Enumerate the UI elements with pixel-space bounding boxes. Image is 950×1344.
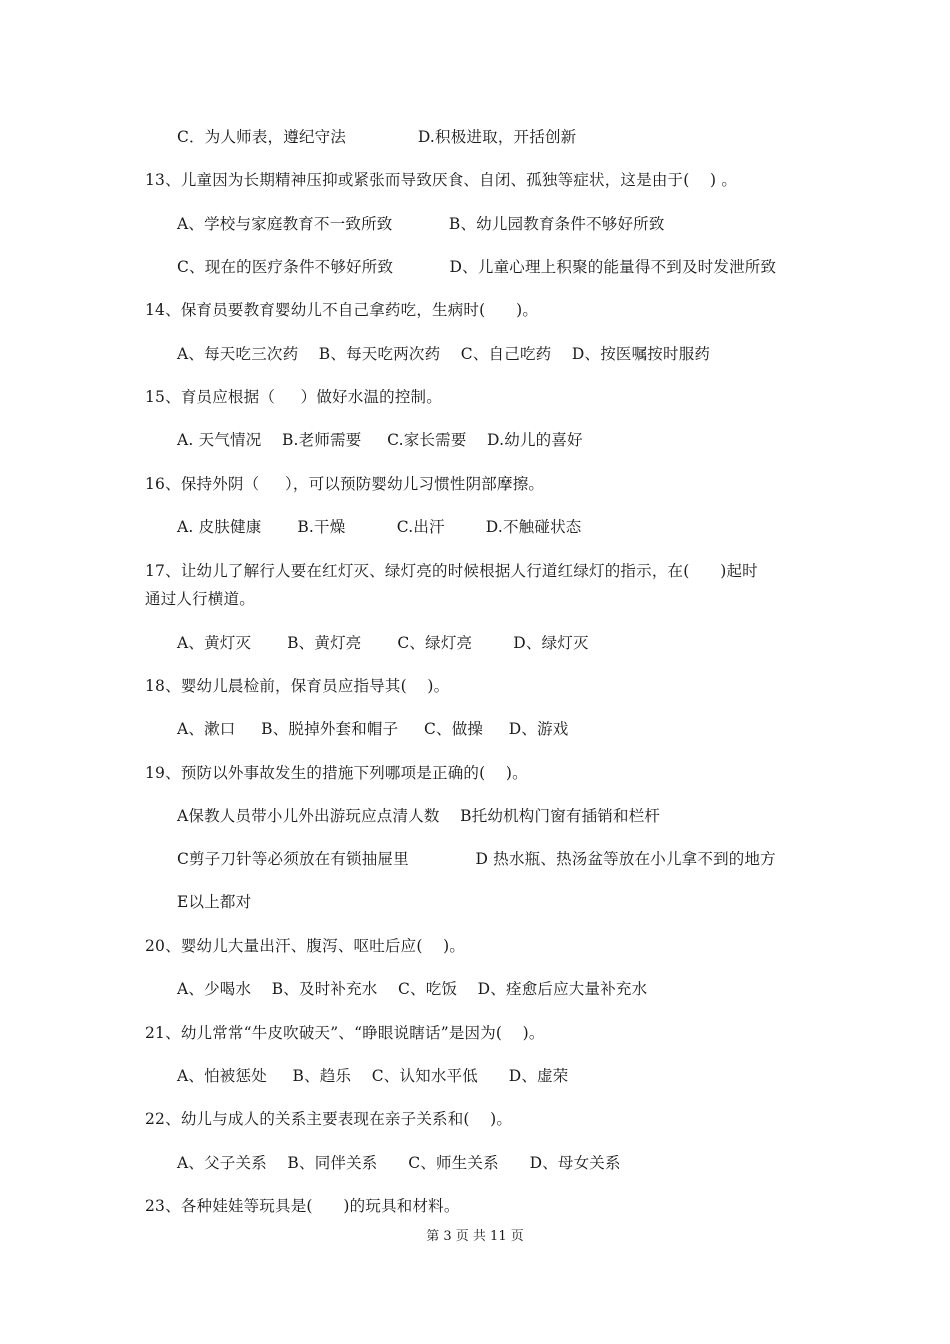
option-line: A、漱口 B、脱掉外套和帽子 C、做操 D、游戏 <box>177 720 569 738</box>
question-22: 22、幼儿与成人的关系主要表现在亲子关系和( )。 <box>145 1110 513 1128</box>
question-23: 23、各种娃娃等玩具是( )的玩具和材料。 <box>145 1197 460 1215</box>
option-line: C．为人师表，遵纪守法 D.积极进取，开括创新 <box>177 128 577 146</box>
question-17: 17、让幼儿了解行人要在红灯灭、绿灯亮的时候根据人行道红绿灯的指示，在( )起时 <box>145 562 758 580</box>
option-line: A. 天气情况 B.老师需要 C.家长需要 D.幼儿的喜好 <box>177 431 583 449</box>
page-footer: 第 3 页 共 11 页 <box>426 1229 524 1244</box>
option-line: C、现在的医疗条件不够好所致 D、儿童心理上积聚的能量得不到及时发泄所致 <box>177 258 777 276</box>
option-line: C剪子刀针等必须放在有锁抽屉里 D 热水瓶、热汤盆等放在小儿拿不到的地方 <box>177 850 776 868</box>
option-line: A、父子关系 B、同伴关系 C、师生关系 D、母女关系 <box>177 1154 621 1172</box>
option-line: A、少喝水 B、及时补充水 C、吃饭 D、痊愈后应大量补充水 <box>177 980 648 998</box>
question-18: 18、婴幼儿晨检前，保育员应指导其( )。 <box>145 677 450 695</box>
question-19: 19、预防以外事故发生的措施下列哪项是正确的( )。 <box>145 764 528 782</box>
option-line: A保教人员带小儿外出游玩应点清人数 B托幼机构门窗有插销和栏杆 <box>177 807 661 825</box>
question-20: 20、婴幼儿大量出汗、腹泻、呕吐后应( )。 <box>145 937 466 955</box>
option-line: A、每天吃三次药 B、每天吃两次药 C、自己吃药 D、按医嘱按时服药 <box>177 345 711 363</box>
question-14: 14、保育员要教育婴幼儿不自己拿药吃，生病时( )。 <box>145 301 539 319</box>
question-13: 13、儿童因为长期精神压抑或紧张而导致厌食、自闭、孤独等症状，这是由于( ) 。 <box>145 171 738 189</box>
option-line: A、怕被惩处 B、趋乐 C、认知水平低 D、虚荣 <box>177 1067 569 1085</box>
option-line: A、学校与家庭教育不一致所致 B、幼儿园教育条件不够好所致 <box>177 215 665 233</box>
option-line: A、黄灯灭 B、黄灯亮 C、绿灯亮 D、绿灯灭 <box>177 634 589 652</box>
question-17-continued: 通过人行横道。 <box>145 590 255 608</box>
question-16: 16、保持外阴（ ），可以预防婴幼儿习惯性阴部摩擦。 <box>145 475 545 493</box>
option-line: A. 皮肤健康 B.干燥 C.出汗 D.不触碰状态 <box>177 518 582 536</box>
question-15: 15、育员应根据（ ）做好水温的控制。 <box>145 388 442 406</box>
question-21: 21、幼儿常常“牛皮吹破天”、“睁眼说瞎话”是因为( )。 <box>145 1024 545 1042</box>
option-line: E以上都对 <box>177 893 252 911</box>
